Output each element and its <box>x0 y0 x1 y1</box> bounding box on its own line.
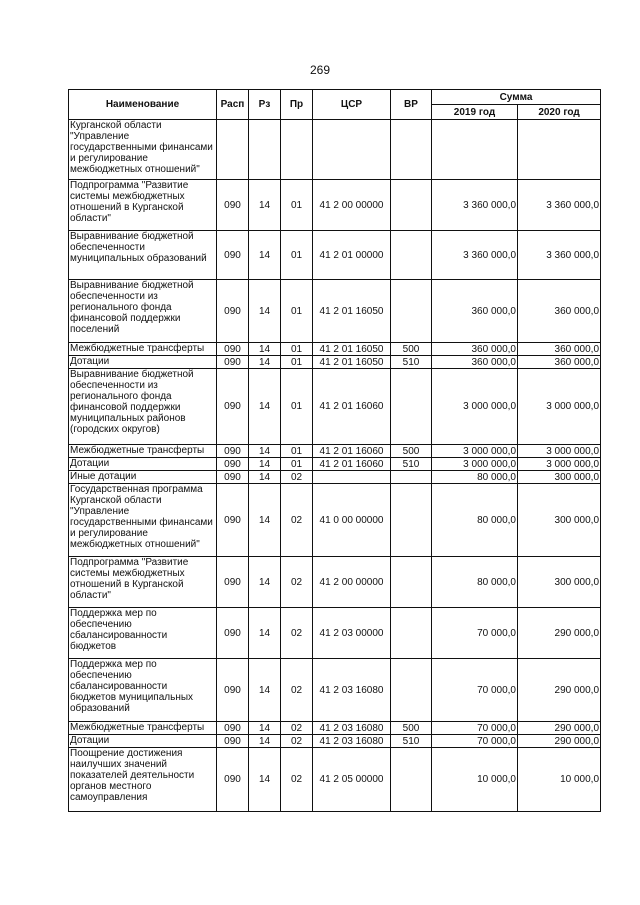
table-row <box>69 557 601 608</box>
table-cell-pr: 02 <box>281 735 313 748</box>
table-cell-rasp: 090 <box>217 471 249 484</box>
table-cell-csr: 41 0 00 00000 <box>313 484 391 557</box>
table-cell-2020 <box>518 120 601 180</box>
table-cell-pr: 01 <box>281 356 313 369</box>
table-cell-2020: 290 000,0 <box>518 722 601 735</box>
table-cell-rz: 14 <box>249 356 281 369</box>
table-cell-csr <box>313 120 391 180</box>
table-cell-rz: 14 <box>249 369 281 445</box>
table-cell-rz: 14 <box>249 458 281 471</box>
table-cell-2019: 360 000,0 <box>432 343 518 356</box>
table-cell-name: Выравнивание бюджетной обеспеченности муниципальных образований <box>69 231 217 280</box>
table-cell-rasp: 090 <box>217 557 249 608</box>
table-cell-rz: 14 <box>249 557 281 608</box>
table-cell-2020: 300 000,0 <box>518 471 601 484</box>
table-cell-2020: 3 000 000,0 <box>518 445 601 458</box>
table-cell-rasp: 090 <box>217 458 249 471</box>
table-cell-pr: 01 <box>281 445 313 458</box>
table-cell-2019: 70 000,0 <box>432 722 518 735</box>
table-cell-rz: 14 <box>249 722 281 735</box>
table-cell-2019: 3 360 000,0 <box>432 180 518 231</box>
table-cell-name: Государственная программа Курганской области "Управление государственными финансами и регулирование межбюджетных отношений" <box>69 484 217 557</box>
table-cell-vr: 510 <box>391 356 432 369</box>
table-cell-csr: 41 2 00 00000 <box>313 557 391 608</box>
table-cell-rz: 14 <box>249 445 281 458</box>
table-cell-csr: 41 2 01 16060 <box>313 369 391 445</box>
table-cell-2019: 80 000,0 <box>432 484 518 557</box>
header-name: Наименование <box>69 90 217 120</box>
table-cell-rasp: 090 <box>217 180 249 231</box>
table-cell-csr: 41 2 01 00000 <box>313 231 391 280</box>
table-cell-name: Поддержка мер по обеспечению сбалансированности бюджетов муниципальных образований <box>69 659 217 722</box>
table-cell-vr <box>391 231 432 280</box>
table-cell-pr <box>281 120 313 180</box>
table-cell-2019: 70 000,0 <box>432 659 518 722</box>
table-cell-2020: 290 000,0 <box>518 608 601 659</box>
table-row <box>69 280 601 343</box>
table-cell-2019 <box>432 120 518 180</box>
header-2020: 2020 год <box>518 105 601 120</box>
table-cell-2019: 3 000 000,0 <box>432 445 518 458</box>
table-cell-2019: 70 000,0 <box>432 735 518 748</box>
table-row <box>69 735 601 748</box>
table-cell-2020: 3 000 000,0 <box>518 458 601 471</box>
table-row <box>69 180 601 231</box>
table-cell-pr: 01 <box>281 343 313 356</box>
table-row <box>69 343 601 356</box>
table-row <box>69 484 601 557</box>
table-cell-pr: 02 <box>281 608 313 659</box>
table-cell-name: Дотации <box>69 356 217 369</box>
table-cell-2019: 3 000 000,0 <box>432 458 518 471</box>
table-cell-pr: 02 <box>281 484 313 557</box>
table-cell-csr: 41 2 03 00000 <box>313 608 391 659</box>
header-csr: ЦСР <box>313 90 391 120</box>
table-cell-2020: 3 360 000,0 <box>518 231 601 280</box>
table-row <box>69 369 601 445</box>
table-row <box>69 445 601 458</box>
table-cell-name: Выравнивание бюджетной обеспеченности из регионального фонда финансовой поддержки поселений <box>69 280 217 343</box>
budget-table <box>68 89 601 812</box>
table-cell-csr: 41 2 05 00000 <box>313 748 391 812</box>
table-cell-vr <box>391 608 432 659</box>
table-cell-rz: 14 <box>249 608 281 659</box>
table-cell-vr <box>391 557 432 608</box>
table-cell-name: Иные дотации <box>69 471 217 484</box>
table-cell-2019: 70 000,0 <box>432 608 518 659</box>
table-cell-rasp: 090 <box>217 343 249 356</box>
table-cell-pr: 02 <box>281 557 313 608</box>
table-cell-name: Поддержка мер по обеспечению сбалансированности бюджетов <box>69 608 217 659</box>
table-cell-pr: 01 <box>281 180 313 231</box>
table-cell-vr <box>391 369 432 445</box>
table-cell-csr: 41 2 01 16050 <box>313 280 391 343</box>
table-cell-2019: 360 000,0 <box>432 280 518 343</box>
table-cell-vr: 500 <box>391 445 432 458</box>
table-cell-2020: 360 000,0 <box>518 280 601 343</box>
table-cell-pr: 02 <box>281 659 313 722</box>
table-cell-2019: 3 360 000,0 <box>432 231 518 280</box>
table-cell-rz: 14 <box>249 659 281 722</box>
table-row <box>69 120 601 180</box>
table-cell-name: Подпрограмма "Развитие системы межбюджетных отношений в Курганской области" <box>69 557 217 608</box>
table-cell-2019: 80 000,0 <box>432 557 518 608</box>
table-cell-rasp: 090 <box>217 484 249 557</box>
table-cell-2019: 10 000,0 <box>432 748 518 812</box>
table-cell-rz: 14 <box>249 231 281 280</box>
table-cell-csr: 41 2 01 16050 <box>313 343 391 356</box>
table-cell-pr: 02 <box>281 471 313 484</box>
table-cell-name: Выравнивание бюджетной обеспеченности из регионального фонда финансовой поддержки муниципальных районов (городских округов) <box>69 369 217 445</box>
table-cell-2020: 300 000,0 <box>518 557 601 608</box>
table-cell-2020: 3 000 000,0 <box>518 369 601 445</box>
table-cell-rz: 14 <box>249 748 281 812</box>
table-cell-vr <box>391 120 432 180</box>
table-cell-rasp <box>217 120 249 180</box>
table-cell-rasp: 090 <box>217 280 249 343</box>
table-body <box>69 120 601 812</box>
table-cell-2020: 360 000,0 <box>518 356 601 369</box>
table-cell-rasp: 090 <box>217 608 249 659</box>
table-cell-vr: 500 <box>391 722 432 735</box>
table-cell-rasp: 090 <box>217 659 249 722</box>
header-pr: Пр <box>281 90 313 120</box>
table-cell-rz <box>249 120 281 180</box>
table-cell-rz: 14 <box>249 484 281 557</box>
table-cell-2019: 360 000,0 <box>432 356 518 369</box>
table-cell-name: Поощрение достижения наилучших значений показателей деятельности органов местного самоуправления <box>69 748 217 812</box>
table-cell-csr: 41 2 01 16060 <box>313 458 391 471</box>
table-cell-rz: 14 <box>249 735 281 748</box>
table-row <box>69 608 601 659</box>
table-cell-pr: 01 <box>281 280 313 343</box>
table-cell-name: Дотации <box>69 735 217 748</box>
table-cell-csr: 41 2 03 16080 <box>313 659 391 722</box>
header-vr: ВР <box>391 90 432 120</box>
header-rasp: Расп <box>217 90 249 120</box>
table-cell-csr: 41 2 00 00000 <box>313 180 391 231</box>
table-cell-name: Подпрограмма "Развитие системы межбюджетных отношений в Курганской области" <box>69 180 217 231</box>
table-cell-csr: 41 2 01 16060 <box>313 445 391 458</box>
table-cell-rasp: 090 <box>217 722 249 735</box>
table-cell-csr: 41 2 03 16080 <box>313 735 391 748</box>
table-row <box>69 748 601 812</box>
table-cell-rasp: 090 <box>217 356 249 369</box>
table-cell-rasp: 090 <box>217 369 249 445</box>
table-cell-2019: 3 000 000,0 <box>432 369 518 445</box>
table-cell-vr: 500 <box>391 343 432 356</box>
table-cell-pr: 02 <box>281 748 313 812</box>
table-cell-pr: 01 <box>281 458 313 471</box>
table-cell-name: Межбюджетные трансферты <box>69 343 217 356</box>
table-cell-name: Курганской области "Управление государственными финансами и регулирование межбюджетных отношений" <box>69 120 217 180</box>
table-cell-rz: 14 <box>249 280 281 343</box>
table-cell-name: Дотации <box>69 458 217 471</box>
table-cell-vr <box>391 280 432 343</box>
table-row <box>69 458 601 471</box>
table-cell-2020: 300 000,0 <box>518 484 601 557</box>
table-cell-2020: 290 000,0 <box>518 735 601 748</box>
table-cell-2020: 290 000,0 <box>518 659 601 722</box>
table-cell-2019: 80 000,0 <box>432 471 518 484</box>
table-row <box>69 722 601 735</box>
table-cell-pr: 02 <box>281 722 313 735</box>
table-cell-name: Межбюджетные трансферты <box>69 445 217 458</box>
table-cell-pr: 01 <box>281 231 313 280</box>
table-row <box>69 471 601 484</box>
table-cell-csr <box>313 471 391 484</box>
table-cell-rz: 14 <box>249 343 281 356</box>
table-cell-vr <box>391 471 432 484</box>
table-cell-vr <box>391 659 432 722</box>
table-cell-vr: 510 <box>391 735 432 748</box>
table-cell-vr <box>391 180 432 231</box>
table-cell-rasp: 090 <box>217 231 249 280</box>
table-cell-2020: 360 000,0 <box>518 343 601 356</box>
table-cell-csr: 41 2 03 16080 <box>313 722 391 735</box>
table-row <box>69 356 601 369</box>
table-row <box>69 659 601 722</box>
table-cell-rasp: 090 <box>217 748 249 812</box>
table-cell-2020: 10 000,0 <box>518 748 601 812</box>
page-number: 269 <box>309 63 331 77</box>
table-cell-rasp: 090 <box>217 735 249 748</box>
table-cell-rz: 14 <box>249 471 281 484</box>
header-2019: 2019 год <box>432 105 518 120</box>
table-cell-rasp: 090 <box>217 445 249 458</box>
table-cell-vr <box>391 748 432 812</box>
table-cell-pr: 01 <box>281 369 313 445</box>
table-row <box>69 231 601 280</box>
table-cell-name: Межбюджетные трансферты <box>69 722 217 735</box>
table-cell-vr <box>391 484 432 557</box>
header-sum: Сумма <box>432 90 601 105</box>
table-cell-vr: 510 <box>391 458 432 471</box>
table-cell-rz: 14 <box>249 180 281 231</box>
header-rz: Рз <box>249 90 281 120</box>
table-cell-csr: 41 2 01 16050 <box>313 356 391 369</box>
table-cell-2020: 3 360 000,0 <box>518 180 601 231</box>
